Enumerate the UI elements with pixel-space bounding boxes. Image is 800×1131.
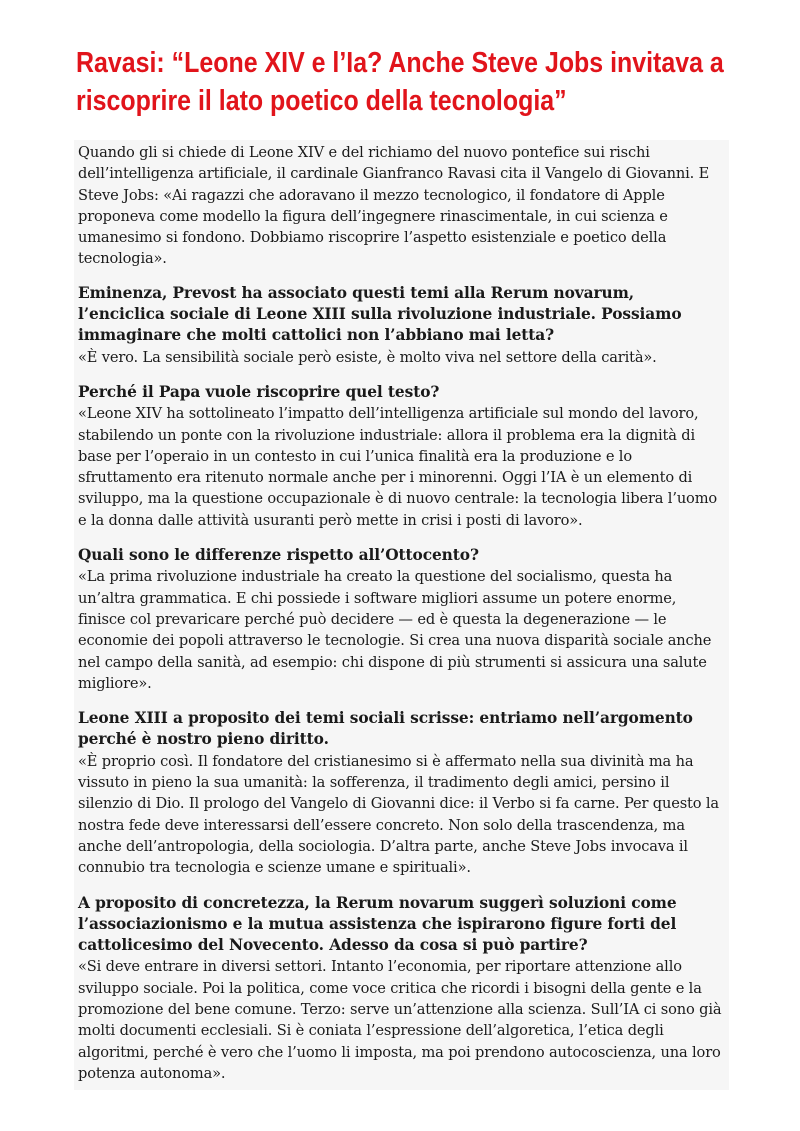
interview-answer: «La prima rivoluzione industriale ha creato la questione del socialismo, questa ha un’altra grammatica. E chi possiede i software migliori assume un potere enorme, finisce col prevaricare perché può decidere — ed è questa la degenerazione — le economie dei popoli attraverso le tecnologie. Si crea una nuova disparità sociale anche nel campo della sanità, ad esempio: chi dispone di più strumenti si assicura una salute migliore». — [78, 568, 712, 692]
qa-block — [78, 382, 725, 531]
interview-answer: «È vero. La sensibilità sociale però esiste, è molto viva nel settore della carità». — [78, 348, 657, 366]
qa-block — [78, 708, 725, 878]
qa-block — [78, 545, 725, 694]
interview-answer: «Leone XIV ha sottolineato l’impatto dell’intelligenza artificiale sul mondo del lavoro, stabilendo un ponte con la rivoluzione industriale: allora il problema era la dignità di base per l’operaio in un contesto in cui l’unica finalità era la produzione e lo sfruttamento era ritenuto normale anche per i minorenni. Oggi l’IA è un elemento di sviluppo, ma la questione occupazionale è di nuovo centrale: la tecnologia libera l’uomo e la donna dalle attività usuranti però mette in crisi i posti di lavoro». — [78, 405, 718, 529]
article-title: Ravasi: “Leone XIV e l’Ia? Anche Steve Jobs invitava a riscoprire il lato poetico della tecnologia” — [76, 47, 724, 117]
interview-question: Leone XIII a proposito dei temi sociali scrisse: entriamo nell’argomento perché è nostro pieno diritto. — [78, 709, 693, 749]
interview-question: Quali sono le differenze rispetto all’Ottocento? — [78, 546, 479, 565]
qa-block — [78, 893, 725, 1085]
article-intro: Quando gli si chiede di Leone XIV e del richiamo del nuovo pontefice sui rischi dell’intelligenza artificiale, il cardinale Gianfranco Ravasi cita il Vangelo di Giovanni. E Steve Jobs: «Ai ragazzi che adoravano il mezzo tecnologico, il fondatore di Apple proponeva come modello la figura dell’ingegnere rinascimentale, in cui scienza e umanesimo si fondono. Dobbiamo riscoprire l’aspetto esistenziale e poetico della tecnologia». — [78, 144, 710, 268]
article-body — [74, 140, 729, 1090]
interview-question: Eminenza, Prevost ha associato questi temi alla Rerum novarum, l’enciclica sociale di Leone XIII sulla rivoluzione industriale. Possiamo immaginare che molti cattolici non l’abbiano mai letta? — [78, 283, 682, 345]
interview-question: Perché il Papa vuole riscoprire quel testo? — [78, 382, 440, 401]
interview-question: A proposito di concretezza, la Rerum novarum suggerì soluzioni come l’associazionismo e la mutua assistenza che ispirarono figure forti del cattolicesimo del Novecento. Adesso da cosa si può partire? — [78, 893, 677, 955]
qa-block — [78, 283, 725, 368]
interview-answer: «È proprio così. Il fondatore del cristianesimo si è affermato nella sua divinità ma ha vissuto in pieno la sua umanità: la sofferenza, il tradimento degli amici, persino il silenzio di Dio. Il prologo del Vangelo di Giovanni dice: il Verbo si fa carne. Per questo la nostra fede deve interessarsi dell’essere concreto. Non solo della trascendenza, ma anche dell’antropologia, della sociologia. D’altra parte, anche Steve Jobs invocava il connubio tra tecnologia e scienze umane e spirituali». — [78, 752, 719, 877]
interview-answer: «Si deve entrare in diversi settori. Intanto l’economia, per riportare attenzione allo sviluppo sociale. Poi la politica, come voce critica che ricordi i bisogni della gente e la promozione del bene comune. Terzo: serve un’attenzione alla scienza. Sull’IA ci sono già molti documenti ecclesiali. Si è coniata l’espressione dell’algoretica, l’etica degli algoritmi, perché è vero che l’uomo li imposta, ma poi prendono autocoscienza, una loro potenza autonoma». — [78, 958, 722, 1082]
